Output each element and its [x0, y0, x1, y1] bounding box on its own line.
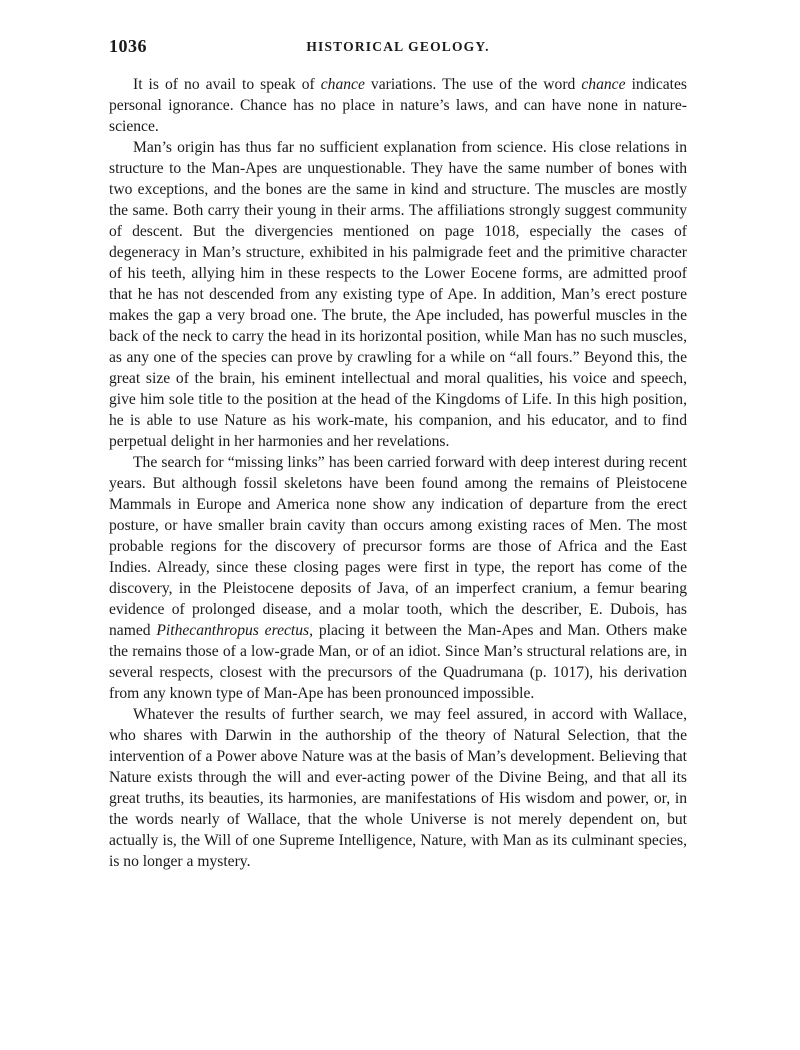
running-head: [109, 36, 687, 62]
paragraph-missing-links: [109, 452, 687, 704]
paragraph-wallace-conclusion: Whatever the results of further search, we may feel assured, in accord with Wallace, who shares with Darwin in the authorship of the theory of Natural Selection, that the intervention of a Power above Nature was at the basis of Man’s development. Believing that Nature exists through the will and ever-acting power of the Divine Being, and that all its great truths, its beauties, its harmonies, are manifestations of His wisdom and power, or, in the words nearly of Wallace, that the whole Universe is not merely dependent on, but actually is, the Will of one Supreme Intelligence, Nature, with Man as its culminant species, is no longer a mystery.: [109, 706, 687, 870]
page-number: 1036: [109, 36, 147, 56]
italic-term: chance: [581, 76, 626, 93]
text-run: The search for “missing links” has been carried forward with deep interest during recent years. But although fossil skeletons have been found among the remains of Pleistocene Mammals in Europe and America none show any indication of departure from the erect posture, or have smaller brain cavity than occurs among existing races of Men. The most probable regions for the discovery of precursor forms are those of Africa and the East Indies. Already, since these closing pages were first in type, the report has come of the discovery, in the Pleistocene deposits of Java, of an imperfect cranium, a femur bearing evidence of prolonged disease, and a molar tooth, which the describer, E. Dubois, has named: [109, 454, 687, 639]
paragraph-mans-origin: Man’s origin has thus far no sufficient explanation from science. His close relations in structure to the Man-Apes are unquestionable. They have the same number of bones with two exceptions, and the bones are the same in kind and structure. The muscles are mostly the same. Both carry their young in their arms. The affiliations strongly suggest community of descent. But the divergencies mentioned on page 1018, especially the cases of degeneracy in Man’s structure, exhibited in his palmigrade feet and the primitive character of his teeth, allying him in these respects to the Lower Eocene forms, are admitted proof that he has not descended from any existing type of Ape. In addition, Man’s erect posture makes the gap a very broad one. The brute, the Ape included, has powerful muscles in the back of the neck to carry the head in its horizontal position, while Man has no such muscles, as any one of the species can prove by crawling for a while on “all fours.” Beyond this, the great size of the brain, his eminent intellectual and moral qualities, his voice and speech, give him sole title to the position at the head of the Kingdoms of Life. In this high position, he is able to use Nature as his work-mate, his companion, and his educator, and to find perpetual delight in her harmonies and her revelations.: [109, 139, 687, 450]
text-run: variations. The use of the word: [364, 76, 582, 93]
text-run: It is of no avail to speak of: [133, 76, 321, 93]
italic-species-name: Pithecanthropus erectus,: [156, 622, 314, 639]
text-run: indicates personal ignorance. Chance has no place in nature’s laws, and can have none in nature-science.: [109, 76, 687, 135]
paragraph-chance-variations: [109, 74, 687, 137]
book-page: [109, 36, 687, 872]
running-title: HISTORICAL GEOLOGY.: [306, 39, 490, 54]
italic-term: chance: [320, 76, 365, 93]
text-run: placing it between the Man-Apes and Man. Others make the remains those of a low-grade Man, or of an idiot. Since Man’s structural relations are, in several respects, closest with the precursors of the Quadrumana (p. 1017), his derivation from any known type of Man-Ape has been pronounced impossible.: [109, 622, 687, 702]
